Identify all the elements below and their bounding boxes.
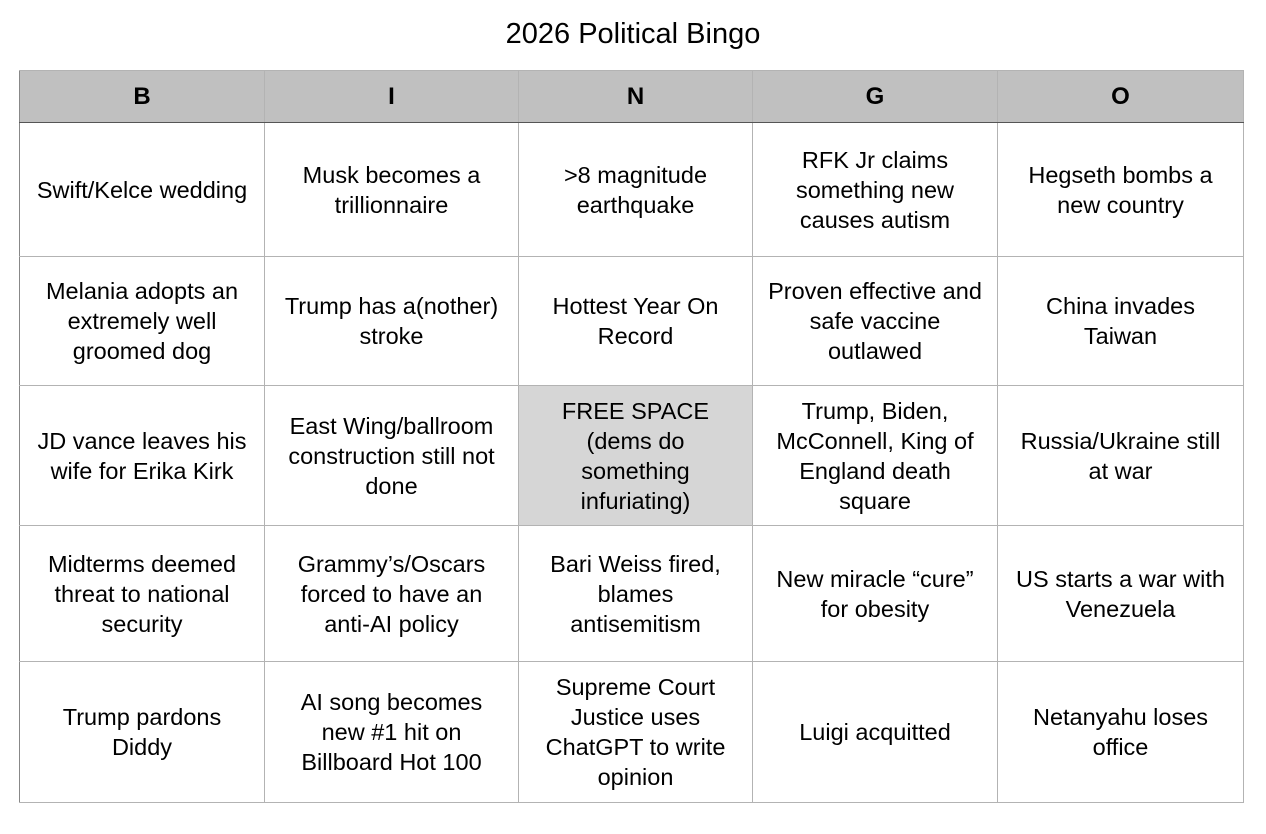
- bingo-cell: China invades Taiwan: [998, 257, 1244, 386]
- bingo-cell: Grammy’s/Oscars forced to have an anti-AI policy: [265, 526, 519, 662]
- column-header-i: I: [265, 71, 519, 123]
- bingo-row: [20, 257, 1244, 386]
- bingo-cell: Netanyahu loses office: [998, 662, 1244, 803]
- bingo-row: [20, 526, 1244, 662]
- bingo-card: [19, 70, 1244, 803]
- bingo-cell: RFK Jr claims something new causes autism: [753, 123, 998, 257]
- bingo-cell: Swift/Kelce wedding: [20, 123, 265, 257]
- bingo-cell: Musk becomes a trillionnaire: [265, 123, 519, 257]
- bingo-cell: AI song becomes new #1 hit on Billboard Hot 100: [265, 662, 519, 803]
- bingo-row: [20, 662, 1244, 803]
- header-row: [20, 71, 1244, 123]
- column-header-n: N: [519, 71, 753, 123]
- bingo-cell: New miracle “cure” for obesity: [753, 526, 998, 662]
- bingo-cell: Hottest Year On Record: [519, 257, 753, 386]
- bingo-cell: Melania adopts an extremely well groomed dog: [20, 257, 265, 386]
- bingo-cell: Trump pardons Diddy: [20, 662, 265, 803]
- bingo-cell: Trump, Biden, McConnell, King of England death square: [753, 386, 998, 526]
- bingo-row: [20, 123, 1244, 257]
- bingo-cell: Trump has a(nother) stroke: [265, 257, 519, 386]
- column-header-o: O: [998, 71, 1244, 123]
- bingo-cell: >8 magnitude earthquake: [519, 123, 753, 257]
- bingo-cell: Russia/Ukraine still at war: [998, 386, 1244, 526]
- free-space-cell: FREE SPACE (dems do something infuriating): [519, 386, 753, 526]
- bingo-cell: East Wing/ballroom construction still not done: [265, 386, 519, 526]
- bingo-cell: Midterms deemed threat to national security: [20, 526, 265, 662]
- bingo-cell: JD vance leaves his wife for Erika Kirk: [20, 386, 265, 526]
- bingo-cell: US starts a war with Venezuela: [998, 526, 1244, 662]
- bingo-cell: Bari Weiss fired, blames antisemitism: [519, 526, 753, 662]
- bingo-cell: Luigi acquitted: [753, 662, 998, 803]
- page-title: 2026 Political Bingo: [505, 18, 761, 50]
- bingo-cell: Proven effective and safe vaccine outlawed: [753, 257, 998, 386]
- bingo-cell: Supreme Court Justice uses ChatGPT to write opinion: [519, 662, 753, 803]
- bingo-row: [20, 386, 1244, 526]
- bingo-cell: Hegseth bombs a new country: [998, 123, 1244, 257]
- column-header-g: G: [753, 71, 998, 123]
- column-header-b: B: [20, 71, 265, 123]
